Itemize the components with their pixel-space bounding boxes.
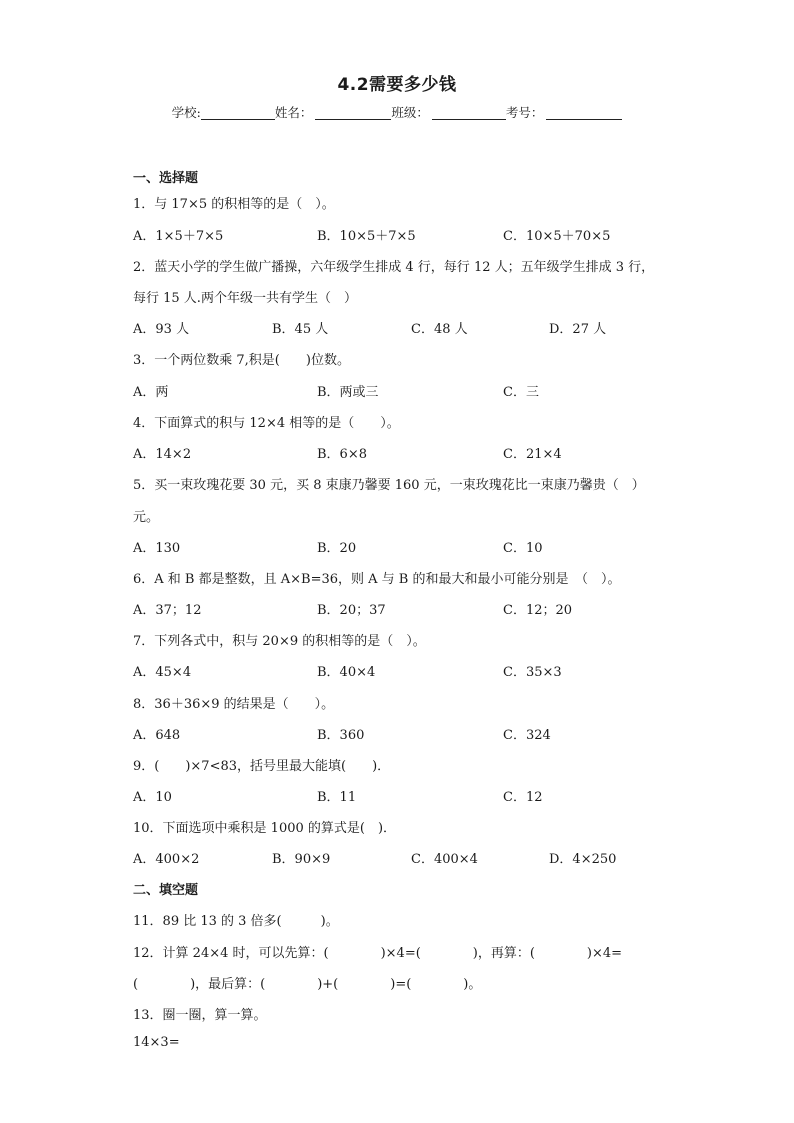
- q9-option-b[interactable]: B．11: [317, 790, 357, 805]
- q2-option-d[interactable]: D．27 人: [549, 322, 607, 337]
- number-label: 考号：: [505, 105, 544, 120]
- question-11: 11．89 比 13 的 3 倍多( )。: [133, 914, 339, 929]
- school-label: 学校:: [171, 105, 201, 120]
- q1-option-b[interactable]: B．10×5＋7×5: [317, 229, 416, 244]
- name-label: 姓名：: [274, 105, 313, 120]
- question-1: 1．与 17×5 的积相等的是（ ）。: [133, 197, 335, 212]
- class-field[interactable]: [432, 105, 506, 120]
- question-6: 6．A 和 B 都是整数，且 A×B=36，则 A 与 B 的和最大和最小可能分别是 （ ）。: [133, 572, 621, 587]
- question-5-line-2: 元。: [133, 510, 160, 525]
- q8-option-c[interactable]: C．324: [503, 728, 551, 743]
- q10-option-d[interactable]: D．4×250: [549, 852, 617, 867]
- question-13-expression: 14×3=: [133, 1035, 180, 1050]
- q3-option-b[interactable]: B．两或三: [317, 385, 379, 400]
- section-choice-heading: 一、选择题: [133, 171, 199, 186]
- question-2-line-2: 每行 15 人.两个年级一共有学生（ ）: [133, 291, 357, 306]
- q3-option-a[interactable]: A．两: [133, 385, 169, 400]
- question-4: 4．下面算式的积与 12×4 相等的是（ ）。: [133, 416, 400, 431]
- question-7: 7．下列各式中，积与 20×9 的积相等的是（ ）。: [133, 634, 426, 649]
- q9-option-a[interactable]: A．10: [133, 790, 172, 805]
- q2-option-b[interactable]: B．45 人: [272, 322, 329, 337]
- q2-option-a[interactable]: A．93 人: [133, 322, 190, 337]
- q4-option-b[interactable]: B．6×8: [317, 447, 367, 462]
- question-5-line-1: 5．买一束玫瑰花要 30 元，买 8 束康乃馨要 160 元，一束玫瑰花比一束康乃馨贵（ ）: [133, 478, 645, 493]
- q3-option-c[interactable]: C．三: [503, 385, 539, 400]
- q6-option-a[interactable]: A．37；12: [133, 603, 202, 618]
- q5-option-c[interactable]: C．10: [503, 541, 543, 556]
- q10-option-b[interactable]: B．90×9: [272, 852, 331, 867]
- class-label: 班级：: [391, 105, 429, 120]
- q5-option-a[interactable]: A．130: [133, 541, 181, 556]
- question-3: 3．一个两位数乘 7,积是( )位数。: [133, 353, 350, 368]
- q9-option-c[interactable]: C．12: [503, 790, 543, 805]
- question-9: 9．( )×7<83，括号里最大能填( )．: [133, 759, 391, 774]
- question-12-line-1: 12．计算 24×4 时，可以先算：( )×4=( )，再算：( )×4=: [133, 946, 623, 961]
- q1-option-c[interactable]: C．10×5＋70×5: [503, 229, 611, 244]
- q6-option-c[interactable]: C．12；20: [503, 603, 573, 618]
- q8-option-a[interactable]: A．648: [133, 728, 181, 743]
- name-field[interactable]: [315, 105, 391, 120]
- student-info-line: [0, 103, 794, 121]
- page-title: 4.2需要多少钱: [337, 75, 457, 95]
- q7-option-c[interactable]: C．35×3: [503, 665, 562, 680]
- question-10: 10．下面选项中乘积是 1000 的算式是( )．: [133, 821, 397, 836]
- question-2-line-1: 2．蓝天小学的学生做广播操，六年级学生排成 4 行，每行 12 人；五年级学生排成 3 行，: [133, 260, 655, 275]
- q8-option-b[interactable]: B．360: [317, 728, 365, 743]
- q4-option-c[interactable]: C．21×4: [503, 447, 562, 462]
- q4-option-a[interactable]: A．14×2: [133, 447, 192, 462]
- question-12-line-2: ( )，最后算：( )+( )=( )。: [133, 977, 482, 992]
- school-field[interactable]: [201, 105, 275, 120]
- section-fill-heading: 二、填空题: [133, 883, 199, 898]
- q6-option-b[interactable]: B．20；37: [317, 603, 386, 618]
- question-13: 13．圈一圈，算一算。: [133, 1008, 267, 1023]
- q5-option-b[interactable]: B．20: [317, 541, 357, 556]
- q1-option-a[interactable]: A．1×5＋7×5: [133, 229, 224, 244]
- number-field[interactable]: [546, 105, 622, 120]
- q10-option-a[interactable]: A．400×2: [133, 852, 200, 867]
- q10-option-c[interactable]: C．400×4: [411, 852, 478, 867]
- question-8: 8．36＋36×9 的结果是（ ）。: [133, 697, 335, 712]
- q7-option-b[interactable]: B．40×4: [317, 665, 376, 680]
- q7-option-a[interactable]: A．45×4: [133, 665, 192, 680]
- q2-option-c[interactable]: C．48 人: [411, 322, 468, 337]
